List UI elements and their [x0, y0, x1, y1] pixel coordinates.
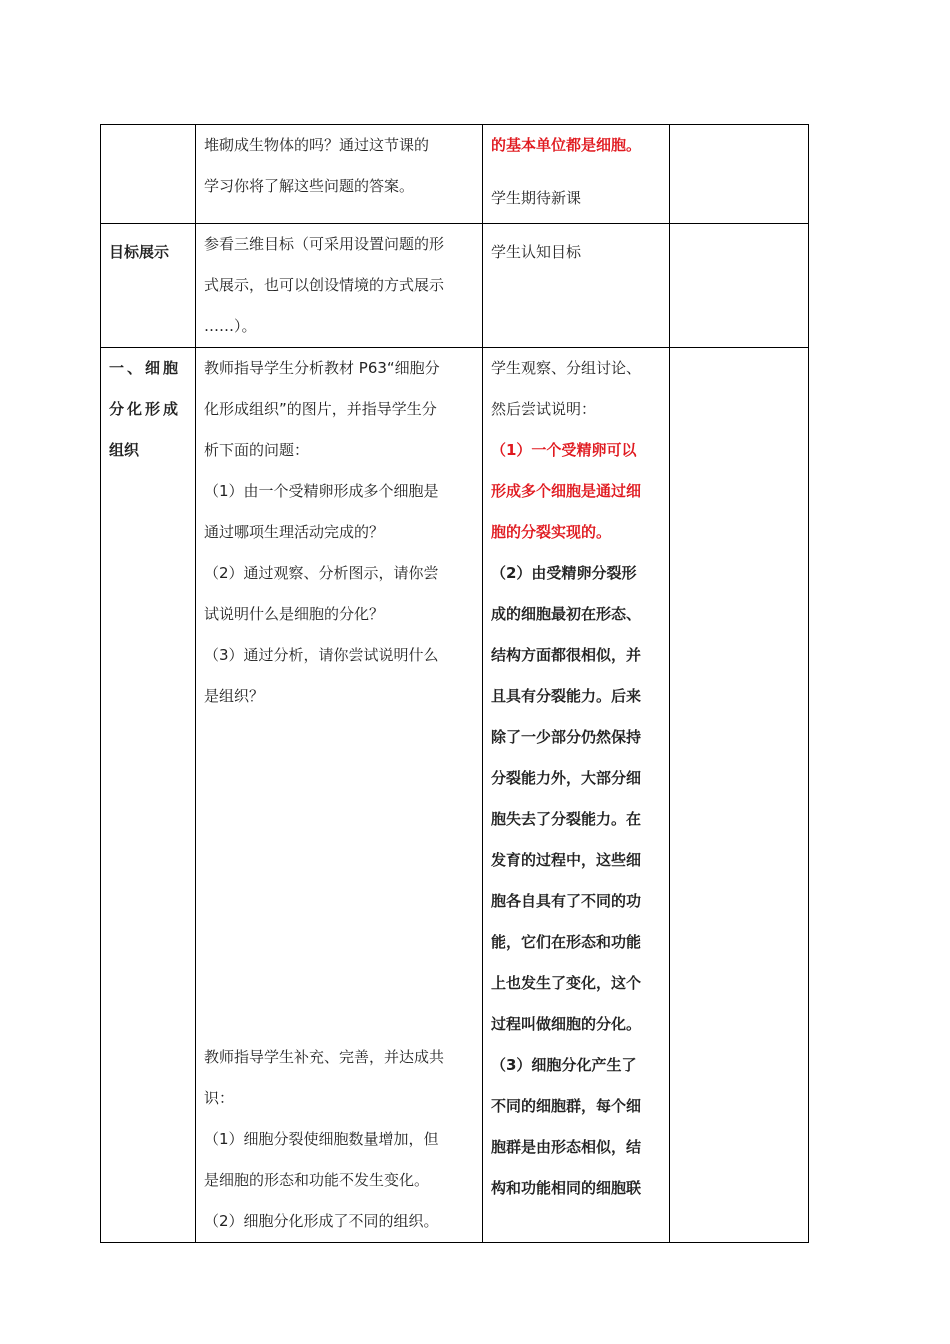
stage-cell — [101, 348, 196, 1243]
text-line: 是细胞的形态和功能不发生变化。 — [204, 1171, 430, 1189]
answer-text: 构和功能相同的细胞联 — [491, 1179, 642, 1197]
text-line: 学生观察、分组讨论、 — [491, 359, 642, 377]
teacher-activity-cell — [196, 224, 483, 348]
stage-cell — [101, 125, 196, 224]
teacher-activity-cell — [196, 348, 483, 1243]
stage-label: 一、细胞 — [109, 359, 182, 377]
answer-text: （2）由受精卵分裂形 — [491, 564, 637, 582]
answer-text: 发育的过程中，这些细 — [491, 851, 642, 869]
highlight-text: 胞的分裂实现的。 — [491, 523, 612, 541]
text-line: ……）。 — [204, 317, 257, 335]
student-activity-cell — [483, 348, 670, 1243]
text-line: 式展示，也可以创设情境的方式展示 — [204, 276, 445, 294]
answer-text: （3）细胞分化产生了 — [491, 1056, 637, 1074]
table-row — [101, 125, 809, 224]
text-line: 学习你将了解这些问题的答案。 — [204, 177, 415, 195]
text-line: （2）通过观察、分析图示，请你尝 — [204, 564, 439, 582]
answer-text: 胞群是由形态相似，结 — [491, 1138, 642, 1156]
student-activity-cell — [483, 125, 670, 224]
answer-text: 且具有分裂能力。后来 — [491, 687, 642, 705]
answer-text: 胞各自具有了不同的功 — [491, 892, 642, 910]
answer-text: 胞失去了分裂能力。在 — [491, 810, 642, 828]
answer-text: 上也发生了变化，这个 — [491, 974, 642, 992]
text-line: 教师指导学生补充、完善，并达成共 — [204, 1048, 445, 1066]
text-line: 通过哪项生理活动完成的？ — [204, 523, 385, 541]
notes-cell — [670, 125, 809, 224]
stage-label: 分化形成 — [109, 400, 182, 418]
text-line: 试说明什么是细胞的分化？ — [204, 605, 385, 623]
answer-text: 除了一少部分仍然保持 — [491, 728, 642, 746]
text-line: 然后尝试说明： — [491, 400, 597, 418]
highlight-text: （1）一个受精卵可以 — [491, 441, 637, 459]
answer-text: 能，它们在形态和功能 — [491, 933, 642, 951]
text-line: 析下面的问题： — [204, 441, 310, 459]
student-activity-cell — [483, 224, 670, 348]
stage-label: 组织 — [109, 441, 140, 459]
notes-cell — [670, 348, 809, 1243]
notes-cell — [670, 224, 809, 348]
lesson-plan-table — [100, 124, 809, 1243]
answer-text: 过程叫做细胞的分化。 — [491, 1015, 642, 1033]
teacher-activity-cell — [196, 125, 483, 224]
text-line: （3）通过分析，请你尝试说明什么 — [204, 646, 439, 664]
text-line: （2）细胞分化形成了不同的组织。 — [204, 1212, 439, 1230]
highlight-text: 的基本单位都是细胞。 — [491, 136, 642, 154]
answer-text: 分裂能力外，大部分细 — [491, 769, 642, 787]
stage-cell — [101, 224, 196, 348]
text-line: 教师指导学生分析教材 P63“细胞分 — [204, 359, 440, 377]
answer-text: 不同的细胞群，每个细 — [491, 1097, 642, 1115]
table-row — [101, 224, 809, 348]
text-line: 参看三维目标（可采用设置问题的形 — [204, 235, 445, 253]
spacer — [204, 717, 474, 1037]
text-line: （1）由一个受精卵形成多个细胞是 — [204, 482, 439, 500]
highlight-text: 形成多个细胞是通过细 — [491, 482, 642, 500]
text-line: 堆砌成生物体的吗？通过这节课的 — [204, 136, 430, 154]
answer-text: 结构方面都很相似，并 — [491, 646, 642, 664]
text-line: 学生期待新课 — [491, 189, 582, 207]
text-line: 化形成组织”的图片，并指导学生分 — [204, 400, 437, 418]
table-row — [101, 348, 809, 1243]
answer-text: 成的细胞最初在形态、 — [491, 605, 642, 623]
text-line: 学生认知目标 — [491, 243, 582, 261]
text-line: 识： — [204, 1089, 235, 1107]
text-line: （1）细胞分裂使细胞数量增加，但 — [204, 1130, 439, 1148]
stage-label: 目标展示 — [109, 243, 170, 261]
text-line: 是组织？ — [204, 687, 265, 705]
